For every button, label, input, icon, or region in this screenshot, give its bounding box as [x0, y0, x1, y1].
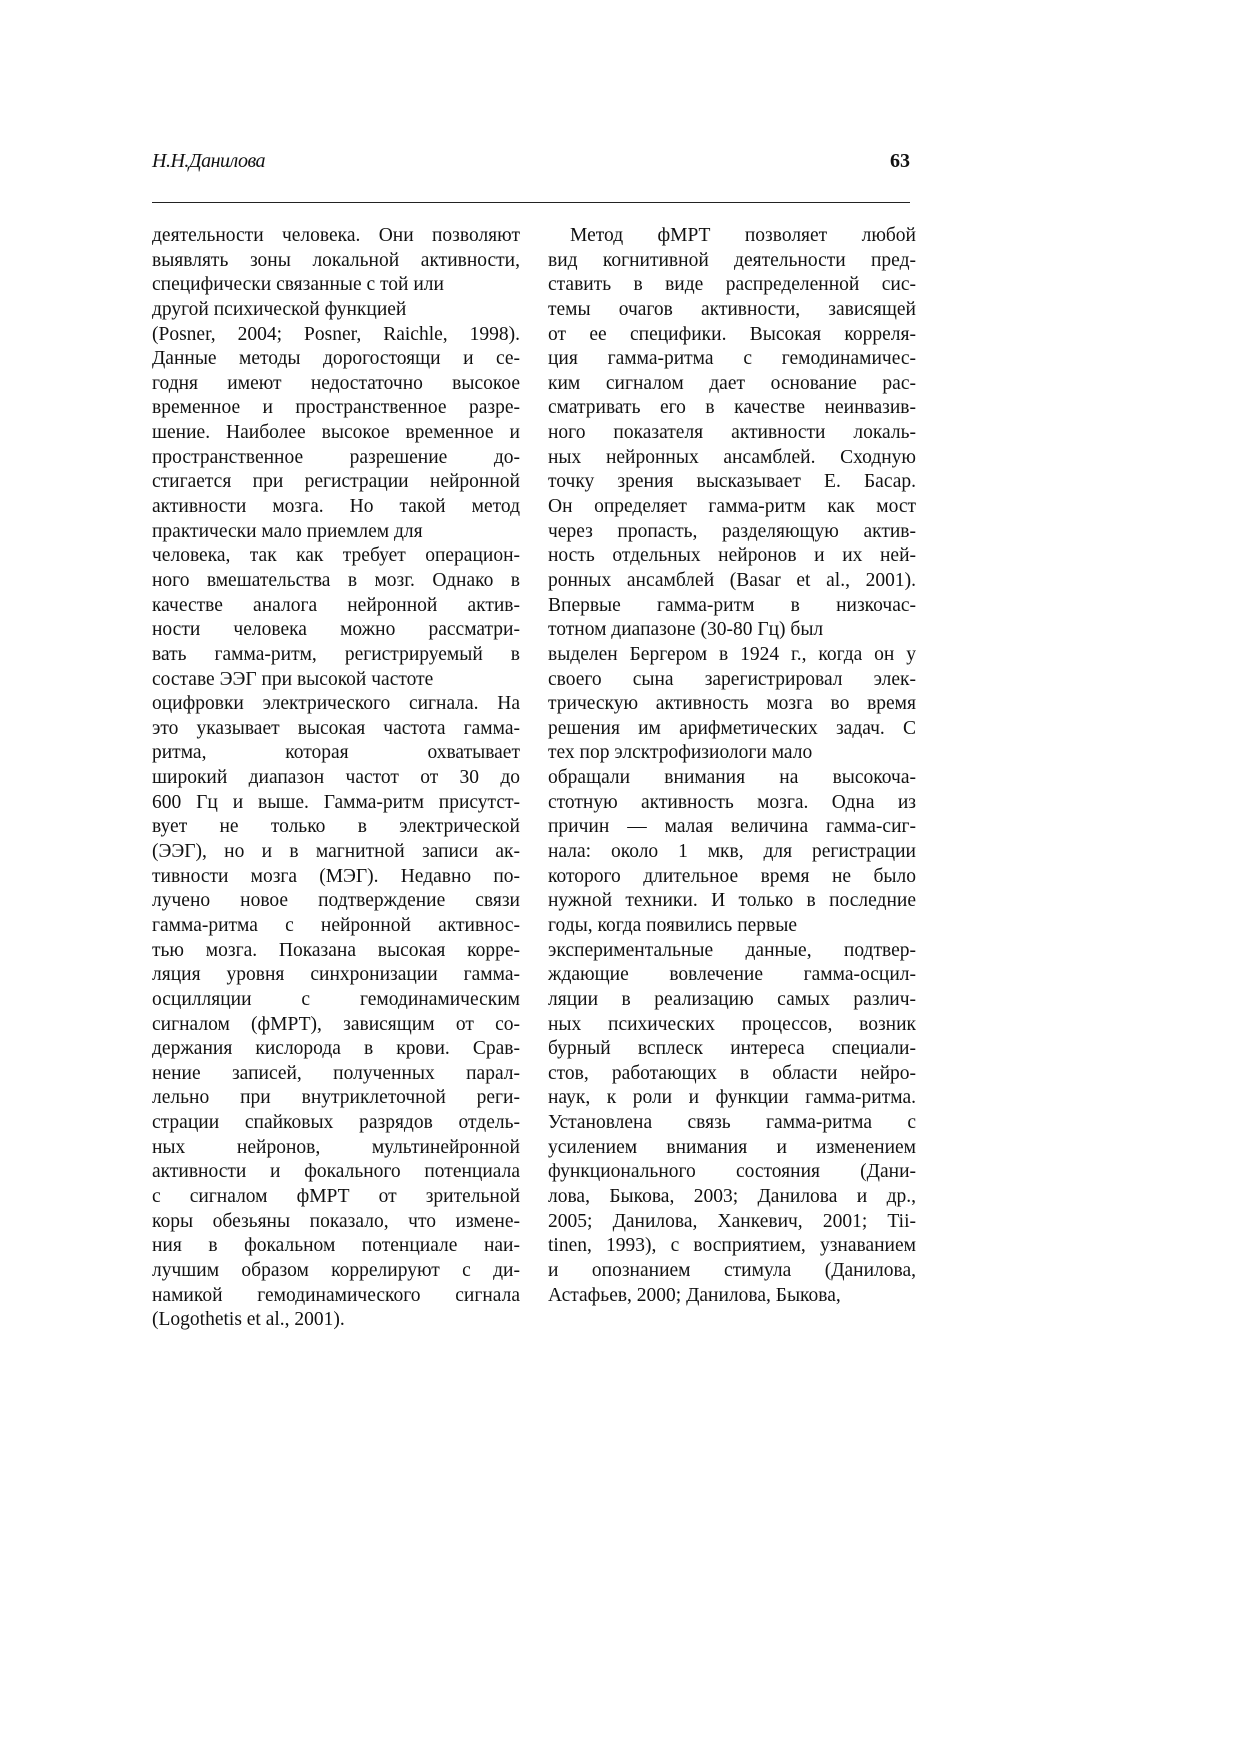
text-line: выявлять зоны локальной активности,: [152, 249, 520, 271]
text-line: пространственное разрешение до-: [152, 446, 520, 468]
text-line: наук, к роли и функции гамма-ритма.: [548, 1087, 916, 1109]
text-line: ставить в виде распределенной сис-: [548, 274, 916, 296]
text-line: активности и фокального потенциала: [152, 1161, 520, 1183]
text-line: шение. Наиболее высокое временное и: [152, 422, 520, 444]
text-line: ного показателя активности локаль-: [548, 422, 916, 444]
left-text-column: [152, 224, 520, 1333]
text-line: своего сына зарегистрировал элек-: [548, 668, 916, 690]
text-line: Впервые гамма-ритм в низкочас-: [548, 594, 916, 616]
text-line: сматривать его в качестве неинвазив-: [548, 397, 916, 419]
running-head-author: Н.Н.Данилова: [152, 150, 266, 172]
text-line: вует не только в электрической: [152, 816, 520, 838]
text-line: 2005; Данилова, Ханкевич, 2001; Tii-: [548, 1210, 916, 1232]
text-line: активности мозга. Но такой метод: [152, 496, 520, 518]
text-line: осцилляции с гемодинамическим: [152, 988, 520, 1010]
text-line: ного вмешательства в мозг. Однако в: [152, 569, 520, 591]
text-line: выделен Бергером в 1924 г., когда он у: [548, 643, 916, 665]
text-line: тью мозга. Показана высокая корре-: [152, 939, 520, 961]
text-line: годня имеют недостаточно высокое: [152, 372, 520, 394]
text-line: качестве аналога нейронной актив-: [152, 594, 520, 616]
text-line: коры обезьяны показало, что измене-: [152, 1210, 520, 1232]
text-line: Метод фМРТ позволяет любой: [570, 225, 916, 246]
text-line: ритма, которая охватывает: [152, 742, 520, 764]
text-line: широкий диапазон частот от 30 до: [152, 767, 520, 789]
text-line: ляция уровня синхронизации гамма-: [152, 964, 520, 986]
text-line: практически мало приемлем для: [152, 520, 423, 542]
text-line: вид когнитивной деятельности пред-: [548, 249, 916, 271]
text-line: ждающие вовлечение гамма-осцил-: [548, 964, 916, 986]
text-line: нение записей, полученных парал-: [152, 1062, 520, 1084]
text-line: тотном диапазоне (30-80 Гц) был: [548, 619, 824, 641]
text-line: намикой гемодинамического сигнала: [152, 1284, 520, 1306]
text-line: ности человека можно рассматри-: [152, 619, 520, 641]
text-line: (ЭЭГ), но и в магнитной записи ак-: [152, 841, 520, 863]
text-line: ронных ансамблей (Basar et al., 2001).: [548, 569, 916, 591]
text-line: стов, работающих в области нейро-: [548, 1062, 916, 1084]
page-number: 63: [890, 150, 910, 172]
text-line: 600 Гц и выше. Гамма-ритм присутст-: [152, 791, 520, 813]
text-line: это указывает высокая частота гамма-: [152, 717, 520, 739]
text-line: от ее специфики. Высокая корреля-: [548, 323, 916, 345]
text-line: лучшим образом коррелируют с ди-: [152, 1259, 520, 1281]
text-line: составе ЭЭГ при высокой частоте: [152, 668, 434, 690]
text-line: ляции в реализацию самых различ-: [548, 988, 916, 1010]
text-line: ных нейронов, мультинейронной: [152, 1136, 520, 1158]
text-line: ния в фокальном потенциале наи-: [152, 1235, 520, 1257]
text-line: ность отдельных нейронов и их ней-: [548, 545, 916, 567]
text-line: усилением внимания и изменением: [548, 1136, 916, 1158]
text-line: тивности мозга (МЭГ). Недавно по-: [152, 865, 520, 887]
text-line: тех пор элсктрофизиологи мало: [548, 742, 813, 764]
text-line: деятельности человека. Они позволяют: [152, 225, 520, 246]
text-line: которого длительное время не было: [548, 865, 916, 887]
right-text-column: [548, 224, 916, 1308]
text-line: Установлена связь гамма-ритма с: [548, 1112, 916, 1134]
text-line: темы очагов активности, зависящей: [548, 298, 916, 320]
text-line: оцифровки электрического сигнала. На: [152, 693, 520, 715]
text-line: человека, так как требует операцион-: [152, 545, 520, 567]
page-header: [152, 150, 910, 180]
text-line: через пропасть, разделяющую актив-: [548, 520, 916, 542]
text-line: ким сигналом дает основание рас-: [548, 372, 916, 394]
text-line: причин — малая величина гамма-сиг-: [548, 816, 916, 838]
text-line: и опознанием стимула (Данилова,: [548, 1259, 916, 1281]
text-line: Астафьев, 2000; Данилова, Быкова,: [548, 1284, 841, 1306]
text-line: с сигналом фМРТ от зрительной: [152, 1185, 520, 1207]
text-line: специфически связанные с той или: [152, 274, 444, 296]
text-line: лельно при внутриклеточной реги-: [152, 1087, 520, 1109]
text-line: нала: около 1 мкв, для регистрации: [548, 841, 916, 863]
text-line: функционального состояния (Дани-: [548, 1161, 916, 1183]
text-line: другой психической функцией: [152, 298, 407, 320]
text-line: ция гамма-ритма с гемодинамичес-: [548, 348, 916, 370]
text-line: нужной техники. И только в последние: [548, 890, 916, 912]
text-line: вать гамма-ритм, регистрируемый в: [152, 643, 520, 665]
text-line: обращали внимания на высокоча-: [548, 767, 916, 789]
text-line: точку зрения высказывает Е. Басар.: [548, 471, 916, 493]
text-line: лучено новое подтверждение связи: [152, 890, 520, 912]
header-divider: [152, 202, 910, 203]
text-line: Данные методы дорогостоящи и се-: [152, 348, 520, 370]
text-line: решения им арифметических задач. С: [548, 717, 916, 739]
text-line: стигается при регистрации нейронной: [152, 471, 520, 493]
text-line: (Logothetis et al., 2001).: [152, 1309, 345, 1331]
text-line: экспериментальные данные, подтвер-: [548, 939, 916, 961]
text-line: трическую активность мозга во время: [548, 693, 916, 715]
text-line: бурный всплеск интереса специали-: [548, 1038, 916, 1060]
text-line: ных нейронных ансамблей. Сходную: [548, 446, 916, 468]
text-line: сигналом (фМРТ), зависящим от со-: [152, 1013, 520, 1035]
text-line: Он определяет гамма-ритм как мост: [548, 496, 916, 518]
text-line: годы, когда появились первые: [548, 914, 798, 936]
text-line: стотную активность мозга. Одна из: [548, 791, 916, 813]
text-line: держания кислорода в крови. Срав-: [152, 1038, 520, 1060]
text-line: tinen, 1993), с восприятием, узнаванием: [548, 1235, 916, 1257]
text-line: ных психических процессов, возник: [548, 1013, 916, 1035]
text-line: (Posner, 2004; Posner, Raichle, 1998).: [152, 323, 520, 345]
text-line: гамма-ритма с нейронной активнос-: [152, 914, 520, 936]
text-line: лова, Быкова, 2003; Данилова и др.,: [548, 1185, 916, 1207]
text-line: временное и пространственное разре-: [152, 397, 520, 419]
text-line: страции спайковых разрядов отдель-: [152, 1112, 520, 1134]
